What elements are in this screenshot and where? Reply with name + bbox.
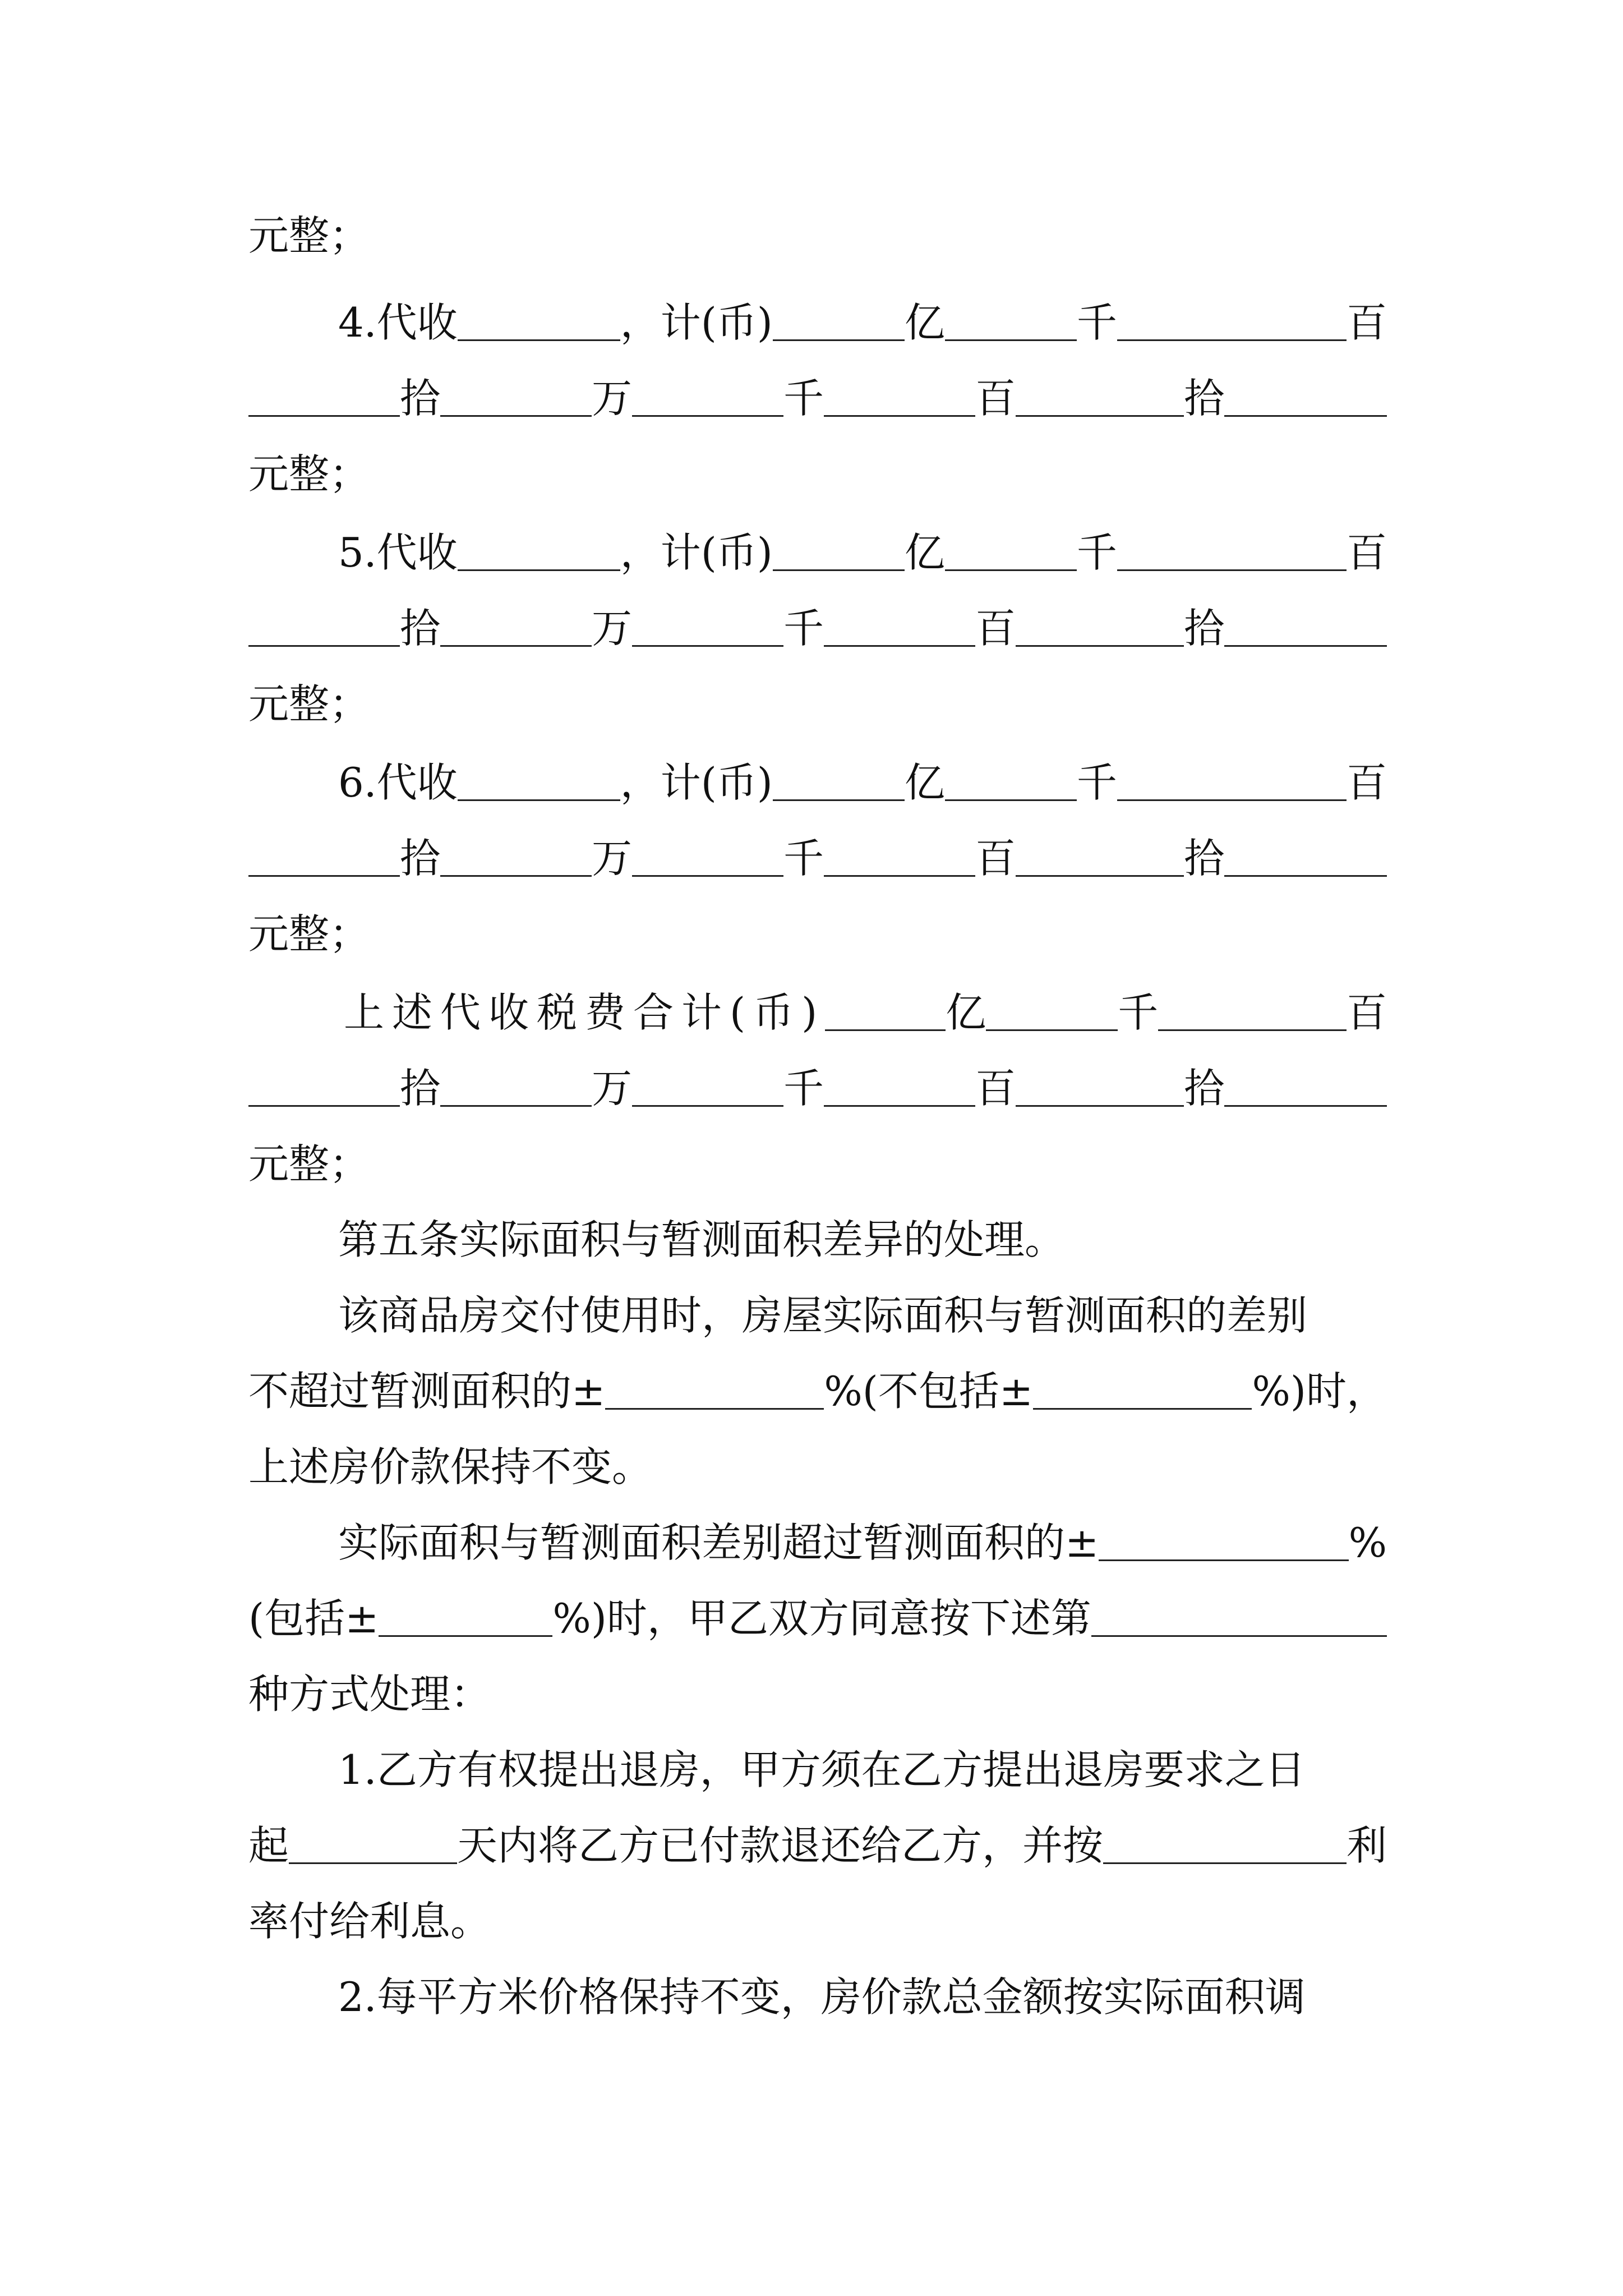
fill-blank[interactable] — [605, 1407, 824, 1410]
fill-blank[interactable] — [1158, 1028, 1347, 1031]
fee-total-units — [248, 1057, 1387, 1119]
text-line — [248, 673, 1387, 735]
currency-label: ，计(币) — [620, 759, 773, 806]
unit-yi: 亿 — [904, 759, 945, 806]
paragraph-text: 种方式处理： — [248, 1671, 491, 1718]
fill-blank[interactable] — [1224, 644, 1387, 647]
text-line — [248, 1133, 1387, 1195]
fill-blank[interactable] — [1224, 414, 1387, 417]
fill-blank[interactable] — [632, 874, 783, 877]
text-line — [248, 205, 1387, 266]
paragraph-line — [338, 1739, 1387, 1801]
fee-item-5-units — [248, 597, 1387, 659]
fee-item-5 — [338, 522, 1387, 583]
unit-wan: 万 — [592, 835, 633, 882]
unit-yi: 亿 — [946, 989, 986, 1036]
fill-blank[interactable] — [458, 338, 620, 341]
fill-blank[interactable] — [1033, 1407, 1252, 1410]
unit-qian: 千 — [1076, 299, 1117, 346]
fill-blank[interactable] — [248, 1104, 400, 1107]
unit-yi: 亿 — [904, 529, 945, 576]
fill-blank[interactable] — [1016, 1104, 1184, 1107]
fee-label: 6.代收 — [338, 759, 458, 806]
fill-blank[interactable] — [440, 1104, 592, 1107]
unit-shi: 拾 — [400, 375, 441, 422]
fill-blank[interactable] — [248, 414, 400, 417]
fee-item-4-units — [248, 367, 1387, 429]
unit-qian: 千 — [1076, 529, 1117, 576]
paragraph-text: 不超过暂测面积的± — [248, 1368, 606, 1415]
text-line — [248, 903, 1387, 965]
unit-qian: 千 — [783, 1065, 824, 1112]
option-2-text: 2.每平方米价格保持不变，房价款总金额按实际面积调 — [338, 1973, 1306, 2021]
fill-blank[interactable] — [825, 1028, 946, 1031]
paragraph-line — [248, 1815, 1387, 1876]
fill-blank[interactable] — [986, 1028, 1118, 1031]
fill-blank[interactable] — [632, 414, 783, 417]
fee-label: 5.代收 — [338, 529, 458, 576]
unit-wan: 万 — [592, 605, 633, 652]
fill-blank[interactable] — [773, 568, 905, 571]
fill-blank[interactable] — [945, 568, 1077, 571]
unit-qian: 千 — [783, 835, 824, 882]
total-label: 上述代收税费合计(币) — [344, 989, 826, 1036]
paragraph-line — [248, 1588, 1387, 1649]
paragraph-text: 率付给利息。 — [248, 1898, 491, 1945]
paragraph-text: 上述房价款保持不变。 — [248, 1443, 653, 1490]
fill-blank[interactable] — [632, 644, 783, 647]
article-5-title: 第五条实际面积与暂测面积差异的处理。 — [338, 1216, 1066, 1263]
fill-blank[interactable] — [440, 874, 592, 877]
article-heading — [338, 1209, 1387, 1271]
fill-blank[interactable] — [1117, 568, 1347, 571]
text-line — [248, 443, 1387, 505]
fill-blank[interactable] — [248, 874, 400, 877]
fill-blank[interactable] — [379, 1634, 552, 1637]
fee-item-6 — [338, 752, 1387, 813]
fill-blank[interactable] — [1091, 1634, 1387, 1637]
fill-blank[interactable] — [773, 798, 905, 801]
amount-suffix: 元整； — [248, 212, 370, 259]
fill-blank[interactable] — [945, 798, 1077, 801]
unit-shi: 拾 — [1184, 605, 1225, 652]
fill-blank[interactable] — [824, 1104, 975, 1107]
amount-suffix: 元整； — [248, 680, 370, 728]
paragraph-text: 天内将乙方已付款退还给乙方，并按 — [457, 1822, 1104, 1869]
currency-label: ，计(币) — [620, 529, 773, 576]
fill-blank[interactable] — [1016, 874, 1184, 877]
option-1-text: 1.乙方有权提出退房，甲方须在乙方提出退房要求之日 — [338, 1746, 1306, 1793]
unit-qian: 千 — [1076, 759, 1117, 806]
fill-blank[interactable] — [1016, 644, 1184, 647]
unit-shi: 拾 — [400, 835, 441, 882]
paragraph-text: %)时， — [1252, 1368, 1387, 1415]
paragraph-line — [248, 1890, 1387, 1952]
fill-blank[interactable] — [440, 644, 592, 647]
unit-qian: 千 — [783, 605, 824, 652]
fee-label: 4.代收 — [338, 299, 458, 346]
paragraph-text: % — [1348, 1519, 1387, 1566]
paragraph-text: 实际面积与暂测面积差别超过暂测面积的± — [338, 1519, 1099, 1566]
unit-shi: 拾 — [1184, 375, 1225, 422]
fill-blank[interactable] — [1103, 1861, 1347, 1864]
currency-label: ，计(币) — [620, 299, 773, 346]
amount-suffix: 元整； — [248, 450, 370, 498]
paragraph-text: 该商品房交付使用时，房屋实际面积与暂测面积的差别 — [338, 1292, 1308, 1339]
fill-blank[interactable] — [248, 644, 400, 647]
fee-item-6-units — [248, 827, 1387, 889]
unit-wan: 万 — [592, 375, 633, 422]
paragraph-line — [338, 1285, 1387, 1346]
unit-bai: 百 — [975, 375, 1016, 422]
unit-wan: 万 — [592, 1065, 633, 1112]
unit-qian: 千 — [783, 375, 824, 422]
fill-blank[interactable] — [1224, 874, 1387, 877]
amount-suffix: 元整； — [248, 910, 370, 958]
paragraph-line — [338, 1512, 1387, 1573]
unit-bai: 百 — [975, 1065, 1016, 1112]
unit-shi: 拾 — [400, 1065, 441, 1112]
unit-qian: 千 — [1118, 989, 1159, 1036]
unit-yi: 亿 — [904, 299, 945, 346]
unit-bai: 百 — [1346, 989, 1387, 1036]
unit-bai: 百 — [975, 605, 1016, 652]
amount-suffix: 元整； — [248, 1140, 370, 1188]
fill-blank[interactable] — [945, 338, 1077, 341]
paragraph-text: 利 — [1346, 1822, 1387, 1869]
paragraph-line — [248, 1663, 1387, 1725]
fill-blank[interactable] — [773, 338, 905, 341]
fill-blank[interactable] — [632, 1104, 783, 1107]
fill-blank[interactable] — [440, 414, 592, 417]
fill-blank[interactable] — [1117, 338, 1347, 341]
paragraph-line — [248, 1436, 1387, 1498]
paragraph-text: %)时，甲乙双方同意按下述第 — [552, 1595, 1091, 1642]
unit-shi: 拾 — [1184, 835, 1225, 882]
fill-blank[interactable] — [824, 874, 975, 877]
fill-blank[interactable] — [1016, 414, 1184, 417]
fill-blank[interactable] — [458, 568, 620, 571]
unit-bai: 百 — [1346, 759, 1387, 806]
fill-blank[interactable] — [824, 414, 975, 417]
paragraph-text: 起 — [248, 1822, 289, 1869]
fill-blank[interactable] — [824, 644, 975, 647]
fill-blank[interactable] — [1117, 798, 1347, 801]
unit-bai: 百 — [975, 835, 1016, 882]
fill-blank[interactable] — [1224, 1104, 1387, 1107]
paragraph-text: (包括± — [248, 1595, 379, 1642]
paragraph-line — [248, 1360, 1387, 1422]
fill-blank[interactable] — [289, 1861, 457, 1864]
fill-blank[interactable] — [458, 798, 620, 801]
fee-item-4 — [338, 292, 1387, 353]
unit-bai: 百 — [1346, 299, 1387, 346]
unit-shi: 拾 — [400, 605, 441, 652]
unit-shi: 拾 — [1184, 1065, 1225, 1112]
paragraph-line — [338, 1966, 1387, 2028]
fee-total — [344, 982, 1387, 1043]
unit-bai: 百 — [1346, 529, 1387, 576]
paragraph-text: %(不包括± — [824, 1368, 1034, 1415]
fill-blank[interactable] — [1099, 1558, 1348, 1561]
